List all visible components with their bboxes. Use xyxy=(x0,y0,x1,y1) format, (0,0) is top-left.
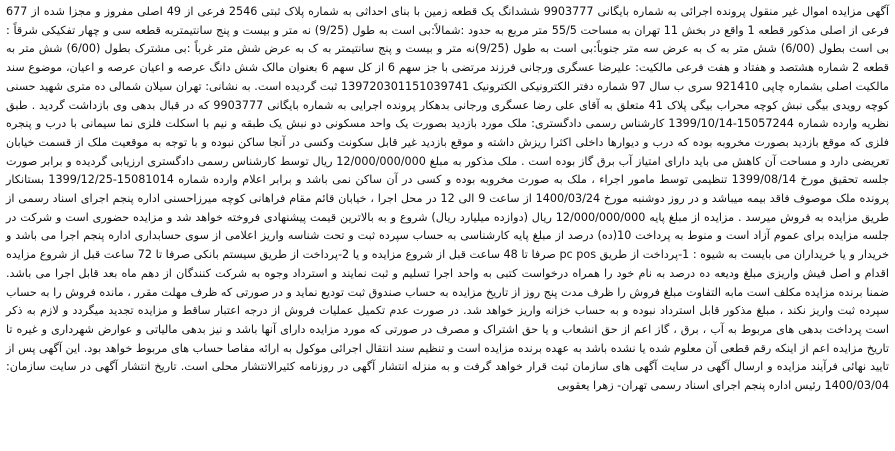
auction-notice-text: آگهی مزایده اموال غیر منقول پرونده اجرائی به شماره بایگانی 9903777 ششدانگ یک قطعه زمین با بنای احداثی به شماره پلاک ثبتی 2546 فرعی از 49 اصلی مفروز و مجزا شده از 677 فرعی از اصلی مذکور قطعه 1 واقع در بخش 11 تهران به مساحت 55/5 متر مربع به حدود :شمالاً:بی است به طول (9/25) نه متر و بیست و پنج سانتیمتربه قطعه سی و چهار تفکیکی شرقاً : بی است بطول (6/00) شش متر به ک به عرض سه متر جنوباً:بی است به طول (9/25)نه متر و بیست و پنج سانتیمتر به ک به عرض شش متر غرباً :بی مشترک بطول (6/00) شش متر به قطعه 2 شماره هشتصد و هفتاد و هفت فرعی مالکیت: علیرضا عسگری ورجانی فرزند مرتضی با جز سهم 6 از کل سهم 6 بعنوان مالک شش دانگ عرصه و اعیان عرصه و اعیان، موضوع سند مالکیت اصلی بشماره چاپی 921410 سری ب سال 97 شماره دفتر الکترونیکی الکترونیک 139720301151039741 ثبت گردیده است. به نشانی: تهران سیلان شمالی ده متری شهید حسنی کوچه رویدی بیگی نبش کوچه محراب بیگی پلاک 41 متعلق به آقای علی رضا عسگری ورجانی بدهکار پرونده اجرایی به شماره بایگانی 9903777 که در قبال بدهی وی بازداشت گردید . طبق نظریه وارده شماره 15057244-1399/10/14 کارشناس رسمی دادگستری: ملک مورد بازدید بصورت یک واحد مسکونی دو نبش یک طبقه و نیم با اسکلت فلزی نما سیمانی با درب و پنجره فلزی که موقع بازدید بصورت مخروبه بوده که درب و دیوارها داخلی اکثرا ریزش داشته و موقع بازدید غیر قابل سکونت وکسی در آنجا ساکن نبوده و با توجه به موقعیت ملک از قسمت خیابان تعریضی دارد و مساحت آن کاهش می باید دارای امتیاز آب برق گاز بوده است . ملک مذکور به مبلغ 12/000/000/000 ریال توسط کارشناس رسمی دادگستری ارزیابی گردیده و برابر صورت جلسه تحقیق مورخ 1399/08/14 تنظیمی توسط مامور اجراء ، ملک به صورت مخروبه بوده و کسی در آن ساکن نمی باشد و برابر اعلام وارده شماره 15081014-1399/12/25 بستانکار پرونده ملک موصوف فاقد بیمه میباشد و در روز دوشنبه مورخ 1400/03/24 از ساعت 9 الی 12 در محل اجرا ، خیابان قائم مقام فراهانی کوچه میرزاحسنی اداره پنجم اجرای اسناد رسمی از طریق مزایده به فروش میرسد . مزایده از مبلغ پایه 12/000/000/000 ریال (دوازده میلیارد ریال) شروع و به بالاترین قیمت پیشنهادی فروخته خواهد شد و مزایده حضوری است و شرکت در جلسه مزایده برای عموم آزاد است و منوط به پرداخت 10(ده) درصد از مبلغ پایه کارشناسی به حساب سپرده ثبت و تحت شناسه واریز اعلامی از سوی حسابداری اداره پنجم اجرا می باشد و خریدار و یا خریداران می بایست به شیوه : 1-پرداخت از طریق pc pos صرفا تا 48 ساعت قبل از شروع مزایده و یا 2-پرداخت از طریق سیستم بانکی صرفا تا 72 ساعت قبل از شروع مزایده اقدام و اصل فیش واریزی مبلغ ودیعه ده درصد به نام خود را همراه درخواست کتبی به واحد اجرا تسلیم و ثبت نمایند و استرداد وجوه به شرکت کنندگان از دهم ماه بعد قابل اجرا می باشد. ضمنا برنده مزایده مکلف است مابه التفاوت مبلغ فروش را ظرف مدت پنج روز از تاریخ مزایده به حساب صندوق ثبت تودیع نماید و در صورتی که ظرف مهلت مقرر ، مانده فروش را به حساب سپرده ثبت واریز نکند ، مبلغ مذکور قابل استرداد نبوده و به حساب خزانه واریز خواهد شد. در صورت عدم تکمیل عملیات فروش از درجه اعتبار ساقط و مزایده تجدید میگردد و لازم به ذکر است پرداخت بدهی های مربوط به آب ، برق ، گاز اعم از حق انشعاب و یا حق اشتراک و مصرف در صورتی که مورد مزایده دارای آنها باشد و نیز بدهی مالیاتی و عوارض شهرداری و غیره تا تاریخ مزایده اعم از اینکه رقم قطعی آن معلوم شده یا نشده باشد به عهده برنده مزایده است و تنظیم سند انتقال اجرائی موکول به ارائه مفاصا حساب های مربوط خواهد بود. این آگهی پس از تایید نهائی فرآیند مزایده و ارسال آگهی در سایت آگهی های سازمان ثبت قرار خواهد گرفت و به منزله انتشار آگهی در روزنامه کثیرالانتشار محلی است. تاریخ انتشار آگهی در سایت سازمان: 1400/03/04 رئیس اداره پنجم اجرای اسناد رسمی تهران- زهرا یعقوبی xyxy=(6,5,890,393)
